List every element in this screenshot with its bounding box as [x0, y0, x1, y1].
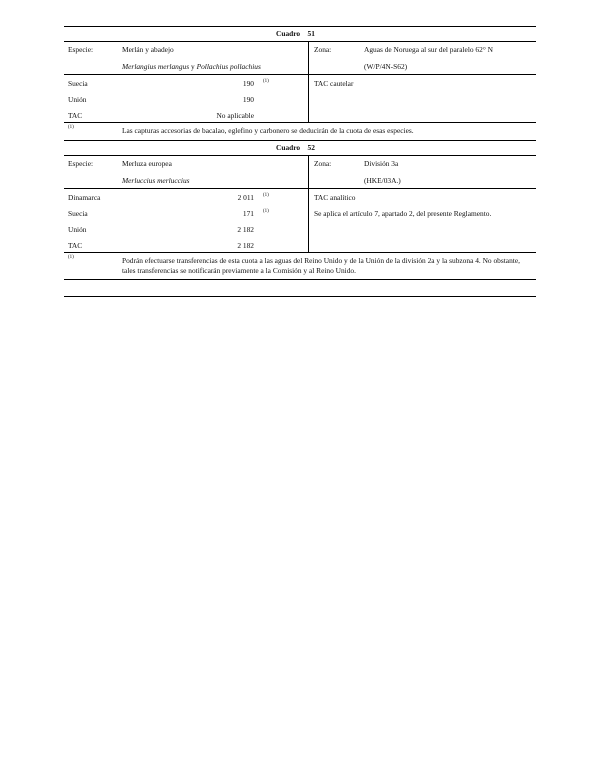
- species-common-name: Merluza europea: [122, 159, 172, 168]
- species-label: Especie:: [68, 159, 94, 168]
- table-top-rule: [64, 26, 536, 27]
- rule: [64, 140, 536, 141]
- column-divider: [308, 74, 309, 122]
- table-row-value: No aplicable: [216, 111, 254, 120]
- footnote-text: Las capturas accesorias de bacalao, eglefino y carbonero se deducirán de la cuota de esas especies.: [122, 126, 414, 135]
- zone-code: (W/P/4N-S62): [364, 62, 408, 71]
- footnote-ref: (1): [263, 79, 269, 84]
- cuadro-52-title: Cuadro 52: [276, 143, 315, 152]
- table-row-value: 190: [242, 95, 254, 104]
- zone-label: Zona:: [314, 159, 332, 168]
- table-row-country: Suecia: [68, 79, 88, 88]
- rule: [64, 252, 536, 253]
- rule: [64, 188, 536, 189]
- zone-label: Zona:: [314, 45, 332, 54]
- column-divider: [308, 41, 309, 74]
- table-row-value: 2 182: [237, 225, 254, 234]
- footnote-mark: (1): [68, 125, 74, 130]
- species-label: Especie:: [68, 45, 94, 54]
- tac-type: TAC analítico: [314, 193, 356, 202]
- table-row-country: TAC: [68, 241, 83, 250]
- zone-name: División 3a: [364, 159, 399, 168]
- zone-name: Aguas de Noruega al sur del paralelo 62° N: [364, 45, 493, 54]
- rule: [64, 41, 536, 42]
- zone-code: (HKE/03A.): [364, 176, 401, 185]
- rule: [64, 74, 536, 75]
- provision-text: Se aplica el artículo 7, apartado 2, del presente Reglamento.: [314, 209, 492, 218]
- species-latin-name: Merlangius merlangus y Pollachius pollachius: [122, 62, 261, 71]
- table-row-country: Unión: [68, 95, 87, 104]
- table-row-country: Suecia: [68, 209, 88, 218]
- rule: [64, 279, 536, 280]
- column-divider: [308, 188, 309, 252]
- table-row-value: 190: [242, 79, 254, 88]
- species-latin-name: Merluccius merluccius: [122, 176, 190, 185]
- species-common-name: Merlán y abadejo: [122, 45, 174, 54]
- column-divider: [308, 155, 309, 188]
- footnote-text: Podrán efectuarse transferencias de esta cuota a las aguas del Reino Unido y de la Unión de la división 2a y la subzona 4. No obstante, tales transferencias se notificarán previamente a la Comisión y al Reino Unido.: [122, 256, 520, 275]
- rule: [64, 122, 536, 123]
- table-row-value: 2 011: [237, 193, 254, 202]
- table-row-value: 171: [242, 209, 254, 218]
- footnote-mark: (1): [68, 255, 74, 260]
- cuadro-51-title: Cuadro 51: [276, 29, 315, 38]
- table-row-country: Unión: [68, 225, 87, 234]
- table-row-country: TAC: [68, 111, 83, 120]
- table-row-country: Dinamarca: [68, 193, 101, 202]
- footnote-ref: (1): [263, 193, 269, 198]
- table-row-value: 2 182: [237, 241, 254, 250]
- tac-type: TAC cautelar: [314, 79, 354, 88]
- table-bottom-rule: [64, 296, 536, 297]
- rule: [64, 155, 536, 156]
- footnote-ref: (1): [263, 209, 269, 214]
